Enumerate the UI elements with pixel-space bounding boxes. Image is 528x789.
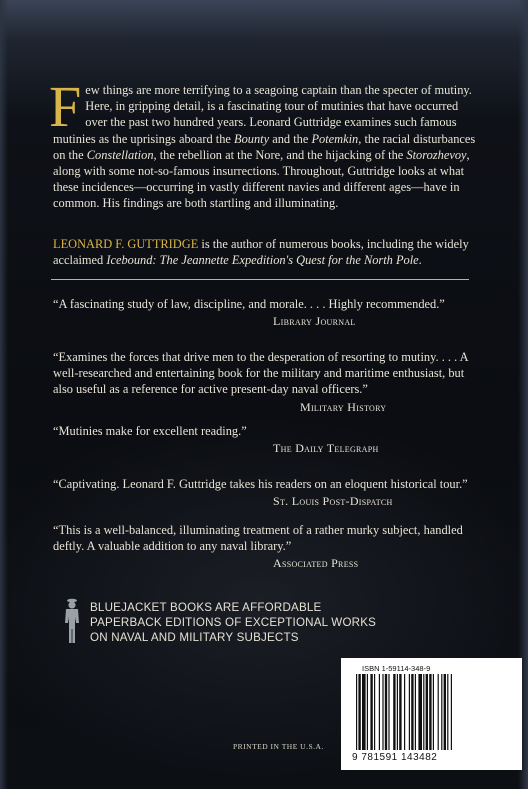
review-source: Library Journal (273, 314, 356, 329)
review-source: The Daily Telegraph (273, 441, 379, 456)
barcode-bar (444, 674, 446, 750)
review-quote (53, 296, 483, 329)
barcode-bar (418, 674, 422, 750)
barcode-bar (451, 674, 452, 750)
review-text: “A fascinating study of law, discipline, and morale. . . . Highly recommended.” (53, 297, 445, 311)
author-name: LEONARD F. GUTTRIDGE (53, 237, 199, 251)
barcode-bar (441, 674, 442, 750)
barcode-bar (388, 674, 389, 750)
description-blurb (49, 74, 478, 212)
barcode-bar (409, 674, 410, 750)
review-quote (53, 476, 483, 509)
review-quote (53, 349, 483, 415)
barcode-bar (399, 674, 401, 750)
review-source: Associated Press (273, 556, 359, 571)
review-text: “Captivating. Leonard F. Guttridge takes his readers on an eloquent historical tour.” (53, 477, 468, 491)
barcode-bar (367, 674, 368, 750)
cover-edge-left (0, 0, 8, 789)
barcode-bar (358, 674, 360, 750)
barcode-bar (433, 674, 434, 750)
barcode-bar (404, 674, 405, 750)
barcode-bar (382, 674, 383, 750)
barcode-bar (356, 674, 357, 750)
review-text: “Examines the forces that drive men to the desperation of resorting to mutiny. . . . A well-researched and entertaining book for the military and maritime enthusiast, but also useful as a reference for active present-day naval officers.” (53, 350, 468, 397)
barcode-digits: 9 781591 143482 (352, 752, 438, 763)
review-source: Military History (300, 399, 387, 414)
barcode-bar (426, 674, 428, 750)
bluejacket-line: ON NAVAL AND MILITARY SUBJECTS (90, 631, 299, 644)
barcode-bar (379, 674, 380, 750)
blurb-text: , the racial disturbances on the (53, 131, 476, 162)
ship-name: Storozhevoy (406, 147, 467, 162)
author-bio (53, 236, 478, 268)
gold-divider (51, 279, 469, 280)
bluejacket-books-notice (62, 597, 392, 657)
bluejacket-line: BLUEJACKET BOOKS ARE AFFORDABLE (90, 601, 322, 614)
barcode-bar (393, 674, 395, 750)
isbn-label: ISBN 1-59114-348-9 (362, 664, 431, 673)
ship-name: Potemkin (311, 131, 359, 146)
review-text: “Mutinies make for excellent reading.” (53, 424, 247, 438)
barcode-bar (438, 674, 439, 750)
review-quote (53, 423, 483, 456)
barcode-bar (423, 674, 424, 750)
drop-cap: F (49, 74, 82, 139)
barcode-bar (415, 674, 416, 750)
sailor-icon (62, 597, 82, 645)
author-bio-text: is the author of numerous books, including the widely acclaimed (53, 237, 469, 268)
barcode-bar (429, 674, 431, 750)
barcode-bars (356, 674, 508, 752)
author-bio-end: . (418, 253, 422, 268)
barcode-bar (397, 674, 398, 750)
blurb-text: ew things are more terrifying to a seagoing captain than the specter of mutiny. Here, in gripping detail, is a fascinating tour of mutinies that have occurred over the past two hundred years. Leonard Guttridge examines such famous mutinies as the uprisings aboard the (53, 83, 472, 146)
barcode-bar (411, 674, 413, 750)
blurb-text: and the (269, 131, 312, 146)
printed-in-usa: PRINTED IN THE U.S.A. (233, 742, 324, 751)
review-text: “This is a well-balanced, illuminating treatment of a rather murky subject, handled deftly. A valuable addition to any naval library.” (53, 523, 463, 554)
barcode-bar (385, 674, 387, 750)
barcode-bar (374, 674, 375, 750)
barcode-bar (447, 674, 448, 750)
bluejacket-line: PAPERBACK EDITIONS OF EXCEPTIONAL WORKS (90, 616, 377, 629)
review-quote (53, 522, 483, 572)
barcode-bar (370, 674, 372, 750)
barcode-bar (362, 674, 366, 750)
other-book-title: Icebound: The Jeannette Expedition's Quest for the North Pole (106, 253, 419, 268)
blurb-text: , along with some not-so-famous insurrections. Throughout, Guttridge looks at what these incidences—occurring in vastly different navies and different ages—have in common. His findings are both startling and illuminating. (53, 147, 470, 211)
ship-name: Constellation (86, 147, 154, 162)
ship-name: Bounty (234, 131, 270, 146)
blurb-text: , the rebellion at the Nore, and the hijacking of the (153, 147, 407, 162)
review-source: St. Louis Post-Dispatch (273, 494, 393, 509)
